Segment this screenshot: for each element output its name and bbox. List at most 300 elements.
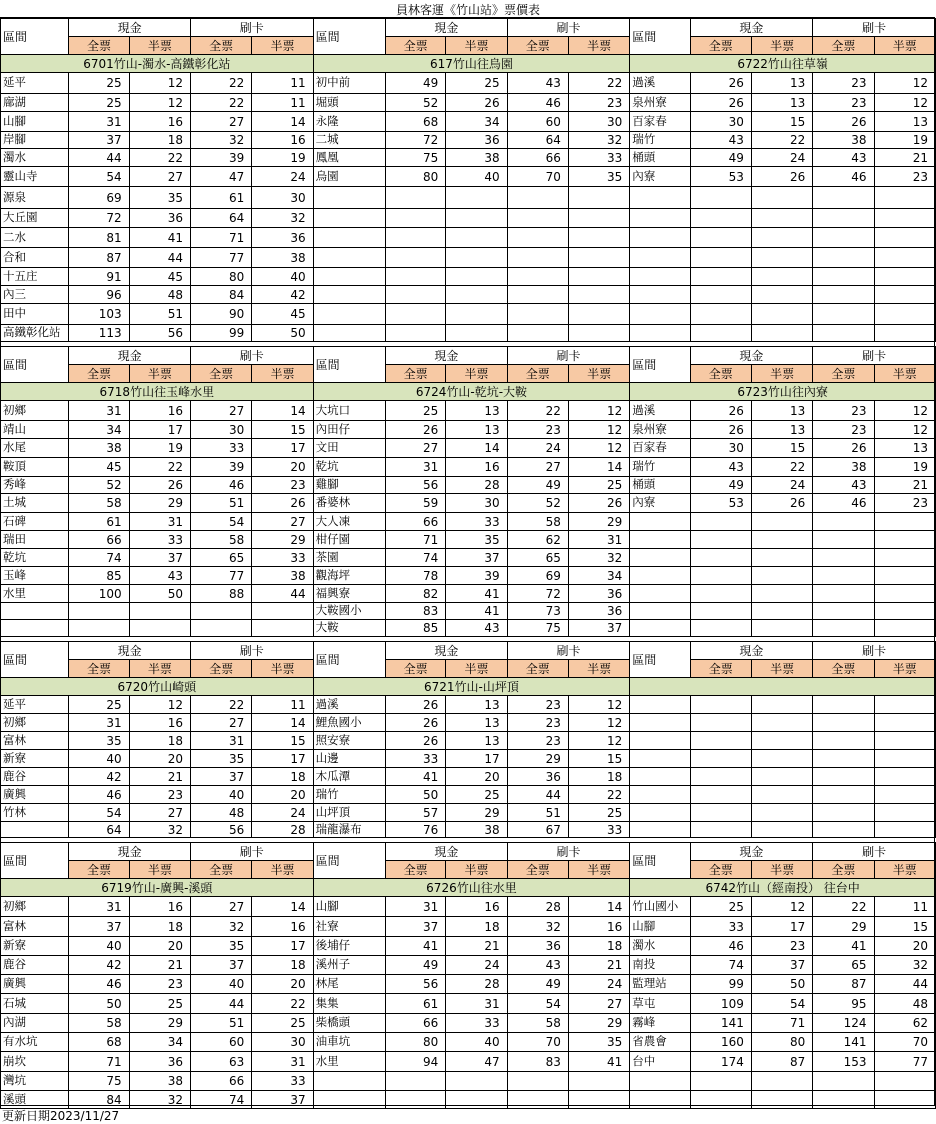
empty-cell [690,696,751,714]
stop-name: 過溪 [630,401,690,421]
section-label: 區間 [630,642,690,678]
half-fare-header: 半票 [446,365,507,383]
stop-name: 集集 [313,994,385,1014]
card-half-fare: 12 [874,421,935,439]
table-row [1,531,936,549]
cash-full-fare: 66 [386,513,446,531]
card-header: 刷卡 [813,843,936,861]
cash-half-fare: 25 [129,994,190,1014]
cash-full-fare: 94 [386,1052,446,1072]
section-label: 區間 [1,19,69,55]
stop-name: 堀頭 [313,94,385,112]
card-half-fare: 41 [568,1052,629,1072]
table-row [1,248,936,268]
card-full-fare: 87 [813,975,874,994]
empty-cell [874,228,935,248]
card-full-fare: 51 [507,804,568,822]
cash-half-fare: 40 [446,1033,507,1052]
empty-cell [446,268,507,286]
empty-cell [690,513,751,531]
empty-cell [690,1091,751,1109]
card-full-fare: 74 [190,1091,251,1109]
cash-full-fare: 26 [690,73,751,94]
cash-half-fare: 47 [446,1052,507,1072]
card-header: 刷卡 [190,19,313,37]
card-full-fare: 46 [190,477,251,494]
cash-full-fare: 37 [69,132,129,149]
cash-half-fare: 27 [129,167,190,187]
card-full-fare: 41 [813,937,874,956]
card-half-fare: 29 [568,1014,629,1033]
table-row [1,937,936,956]
empty-cell [507,187,568,209]
half-fare-header: 半票 [568,861,629,879]
card-full-fare: 54 [507,994,568,1014]
table-row [1,1052,936,1072]
stop-name: 監理站 [630,975,690,994]
table-row [1,585,936,603]
card-half-fare: 12 [874,401,935,421]
cash-full-fare: 38 [69,439,129,458]
cash-half-fare: 40 [446,167,507,187]
cash-full-fare: 31 [386,897,446,917]
full-fare-header: 全票 [386,37,446,55]
stop-name: 源泉 [1,187,69,209]
empty-cell [874,1072,935,1091]
card-full-fare: 70 [507,1033,568,1052]
card-half-fare: 25 [568,804,629,822]
cash-half-fare: 17 [751,917,812,937]
table-row [1,304,936,325]
card-full-fare: 43 [813,149,874,167]
card-half-fare: 25 [252,1014,313,1033]
stop-name: 瑞龍瀑布 [313,822,385,838]
card-full-fare: 29 [507,750,568,768]
cash-half-fare: 13 [751,94,812,112]
card-full-fare: 70 [507,167,568,187]
table-row [1,132,936,149]
cash-half-fare: 29 [446,804,507,822]
stop-name: 山邊 [313,750,385,768]
empty-cell [874,248,935,268]
cash-full-fare: 50 [386,786,446,804]
card-full-fare: 23 [507,421,568,439]
empty-cell [507,268,568,286]
empty-cell [874,531,935,549]
section-label: 區間 [630,19,690,55]
cash-full-fare: 26 [690,401,751,421]
cash-half-fare: 22 [129,149,190,167]
card-full-fare: 32 [507,917,568,937]
stop-name: 照安寮 [313,732,385,750]
card-full-fare: 38 [813,458,874,477]
card-header: 刷卡 [813,19,936,37]
cash-full-fare: 57 [386,804,446,822]
empty-cell [568,228,629,248]
cash-half-fare: 21 [446,937,507,956]
table-row [1,286,936,304]
stop-name: 內寮 [630,167,690,187]
card-half-fare: 22 [568,73,629,94]
stop-name: 鳳凰 [313,149,385,167]
cash-half-fare: 21 [129,956,190,975]
empty-cell [568,286,629,304]
cash-header: 現金 [69,642,191,660]
cash-half-fare: 18 [129,917,190,937]
empty-cell [813,228,874,248]
card-half-fare: 24 [252,804,313,822]
cash-full-fare: 37 [69,917,129,937]
empty-cell [874,768,935,786]
table-row [1,549,936,567]
table-row [1,786,936,804]
stop-name: 合和 [1,248,69,268]
stop-name: 竹山國小 [630,897,690,917]
stop-name: 二城 [313,132,385,149]
full-fare-header: 全票 [386,861,446,879]
card-half-fare: 12 [568,732,629,750]
cash-full-fare: 54 [69,804,129,822]
card-half-fare: 38 [252,248,313,268]
cash-full-fare: 87 [69,248,129,268]
cash-half-fare: 27 [129,804,190,822]
empty-cell [630,603,690,620]
cash-header: 現金 [69,347,191,365]
card-full-fare: 67 [507,822,568,838]
card-full-fare: 58 [190,531,251,549]
cash-full-fare: 53 [690,167,751,187]
table-row [1,917,936,937]
table-row [1,458,936,477]
empty-cell [568,268,629,286]
card-full-fare: 58 [507,513,568,531]
card-full-fare: 141 [813,1033,874,1052]
card-half-fare: 20 [252,786,313,804]
card-half-fare: 31 [252,1052,313,1072]
table-row [1,477,936,494]
card-half-fare: 15 [874,917,935,937]
route-title: 6724竹山-乾坑-大鞍 [313,383,630,401]
cash-half-fare: 35 [446,531,507,549]
card-half-fare: 28 [252,822,313,838]
card-full-fare: 44 [507,786,568,804]
card-full-fare: 69 [507,567,568,585]
cash-full-fare: 25 [386,401,446,421]
half-fare-header: 半票 [129,365,190,383]
card-full-fare: 75 [507,620,568,637]
empty-cell [690,786,751,804]
cash-full-fare: 26 [386,714,446,732]
card-full-fare: 43 [507,73,568,94]
card-full-fare: 39 [190,149,251,167]
empty-cell [751,804,812,822]
cash-full-fare: 58 [69,494,129,513]
empty-cell [630,513,690,531]
card-half-fare: 24 [252,167,313,187]
empty-cell [690,804,751,822]
empty-cell [874,304,935,325]
card-half-fare: 18 [568,768,629,786]
empty-cell [507,1072,568,1091]
cash-half-fare: 22 [129,458,190,477]
cash-full-fare: 80 [386,167,446,187]
cash-full-fare: 26 [386,732,446,750]
card-half-fare: 33 [252,549,313,567]
stop-name: 初鄉 [1,897,69,917]
stop-name: 百家春 [630,112,690,132]
half-fare-header: 半票 [874,660,935,678]
table-row [1,112,936,132]
section-label: 區間 [630,843,690,879]
card-half-fare: 37 [252,1091,313,1109]
empty-cell [751,325,812,342]
stop-name: 瑞竹 [630,132,690,149]
card-full-fare: 22 [190,696,251,714]
empty-cell [874,513,935,531]
cash-half-fare: 36 [446,132,507,149]
empty-cell [568,1091,629,1109]
empty-cell [507,248,568,268]
empty-cell [874,603,935,620]
fare-section-1 [0,18,936,342]
empty-cell [252,620,313,637]
table-row [1,732,936,750]
cash-full-fare: 74 [69,549,129,567]
card-full-fare: 35 [190,937,251,956]
cash-half-fare: 13 [751,401,812,421]
empty-cell [690,1072,751,1091]
cash-full-fare: 52 [386,94,446,112]
stop-name: 廣興 [1,786,69,804]
card-full-fare: 77 [190,248,251,268]
half-fare-header: 半票 [874,365,935,383]
card-half-fare: 30 [252,187,313,209]
empty-cell [690,603,751,620]
card-header: 刷卡 [813,347,936,365]
cash-full-fare: 45 [69,458,129,477]
stop-name: 鹿谷 [1,956,69,975]
empty-cell [751,268,812,286]
half-fare-header: 半票 [252,365,313,383]
empty-cell [446,325,507,342]
cash-half-fare: 37 [446,549,507,567]
cash-full-fare: 40 [69,750,129,768]
stop-name: 草屯 [630,994,690,1014]
stop-name: 靈山寺 [1,167,69,187]
cash-full-fare: 49 [690,477,751,494]
cash-full-fare: 26 [690,421,751,439]
card-full-fare: 30 [190,421,251,439]
card-full-fare: 27 [190,897,251,917]
full-fare-header: 全票 [190,365,251,383]
table-row [1,268,936,286]
table-row [1,401,936,421]
stop-name: 乾坑 [1,549,69,567]
card-half-fare: 23 [252,477,313,494]
table-row [1,956,936,975]
cash-full-fare: 75 [69,1072,129,1091]
half-fare-header: 半票 [568,37,629,55]
empty-cell [386,325,446,342]
empty-cell [690,768,751,786]
table-row [1,620,936,637]
empty-cell [446,248,507,268]
empty-cell [129,603,190,620]
cash-half-fare: 16 [129,112,190,132]
empty-cell [751,513,812,531]
card-full-fare: 23 [813,73,874,94]
card-half-fare: 23 [874,494,935,513]
cash-half-fare: 36 [129,1052,190,1072]
table-row [1,167,936,187]
cash-header: 現金 [690,642,813,660]
card-half-fare: 34 [568,567,629,585]
table-row [1,421,936,439]
full-fare-header: 全票 [690,37,751,55]
card-full-fare: 40 [190,786,251,804]
empty-cell [1,620,69,637]
empty-cell [630,325,690,342]
empty-cell [690,325,751,342]
stop-name: 瑞田 [1,531,69,549]
cash-half-fare: 38 [129,1072,190,1091]
stop-name: 木瓜潭 [313,768,385,786]
cash-half-fare: 41 [446,603,507,620]
stop-name: 烏園 [313,167,385,187]
cash-full-fare: 64 [69,822,129,838]
cash-full-fare: 31 [69,897,129,917]
card-half-fare: 29 [252,531,313,549]
stop-name: 社寮 [313,917,385,937]
card-full-fare: 71 [190,228,251,248]
card-half-fare: 16 [568,917,629,937]
empty-cell [813,1091,874,1109]
card-half-fare: 13 [874,439,935,458]
card-half-fare: 17 [252,439,313,458]
stop-name: 初鄉 [1,714,69,732]
empty-cell [507,228,568,248]
cash-full-fare: 74 [386,549,446,567]
card-full-fare: 65 [813,956,874,975]
half-fare-header: 半票 [446,660,507,678]
cash-header: 現金 [69,843,191,861]
empty-cell [751,567,812,585]
cash-half-fare: 13 [446,696,507,714]
empty-cell [813,268,874,286]
empty-cell [190,620,251,637]
card-half-fare: 12 [874,73,935,94]
card-full-fare: 31 [190,732,251,750]
empty-cell [386,1072,446,1091]
stop-name: 竹林 [1,804,69,822]
cash-full-fare: 66 [386,1014,446,1033]
empty-cell [630,187,690,209]
empty-cell [690,732,751,750]
cash-half-fare: 16 [129,714,190,732]
table-row [1,714,936,732]
card-full-fare: 39 [190,458,251,477]
table-row [1,325,936,342]
table-row [1,494,936,513]
card-header: 刷卡 [507,347,630,365]
stop-name: 大鞍國小 [313,603,385,620]
fare-section-3 [0,641,936,838]
cash-full-fare: 109 [690,994,751,1014]
cash-half-fare: 33 [446,513,507,531]
empty-cell [751,286,812,304]
cash-full-fare: 33 [690,917,751,937]
card-full-fare: 51 [190,494,251,513]
empty-cell [874,750,935,768]
empty-cell [630,1072,690,1091]
card-half-fare: 12 [874,94,935,112]
card-half-fare: 18 [252,956,313,975]
cash-half-fare: 13 [446,421,507,439]
stop-name: 水尾 [1,439,69,458]
cash-half-fare: 30 [446,494,507,513]
empty-cell [874,804,935,822]
cash-full-fare: 41 [386,768,446,786]
empty-cell [813,286,874,304]
cash-header: 現金 [690,19,813,37]
cash-full-fare: 160 [690,1033,751,1052]
route-title [630,678,936,696]
table-row [1,209,936,228]
cash-half-fare: 23 [129,786,190,804]
cash-full-fare: 75 [386,149,446,167]
stop-name: 內三 [1,286,69,304]
card-full-fare: 60 [190,1033,251,1052]
empty-cell [690,585,751,603]
stop-name: 靖山 [1,421,69,439]
cash-header: 現金 [69,19,191,37]
empty-cell [313,248,385,268]
empty-cell [751,248,812,268]
card-full-fare: 84 [190,286,251,304]
card-half-fare: 70 [874,1033,935,1052]
card-full-fare: 37 [190,768,251,786]
cash-full-fare: 141 [690,1014,751,1033]
empty-cell [313,228,385,248]
card-full-fare: 64 [190,209,251,228]
cash-half-fare: 37 [751,956,812,975]
card-half-fare: 23 [568,94,629,112]
cash-full-fare: 50 [69,994,129,1014]
empty-cell [874,620,935,637]
stop-name: 福興寮 [313,585,385,603]
cash-full-fare: 31 [69,401,129,421]
stop-name: 林尾 [313,975,385,994]
empty-cell [568,1072,629,1091]
cash-full-fare: 49 [386,956,446,975]
card-header: 刷卡 [507,843,630,861]
table-row [1,1091,936,1109]
empty-cell [386,304,446,325]
card-half-fare: 32 [568,132,629,149]
full-fare-header: 全票 [190,660,251,678]
stop-name: 廍湖 [1,94,69,112]
card-full-fare: 36 [507,768,568,786]
card-full-fare: 72 [507,585,568,603]
stop-name: 新寮 [1,750,69,768]
empty-cell [813,567,874,585]
half-fare-header: 半票 [568,660,629,678]
cash-half-fare: 15 [751,439,812,458]
empty-cell [630,714,690,732]
card-half-fare: 33 [568,149,629,167]
card-half-fare: 23 [874,167,935,187]
cash-half-fare: 20 [129,750,190,768]
